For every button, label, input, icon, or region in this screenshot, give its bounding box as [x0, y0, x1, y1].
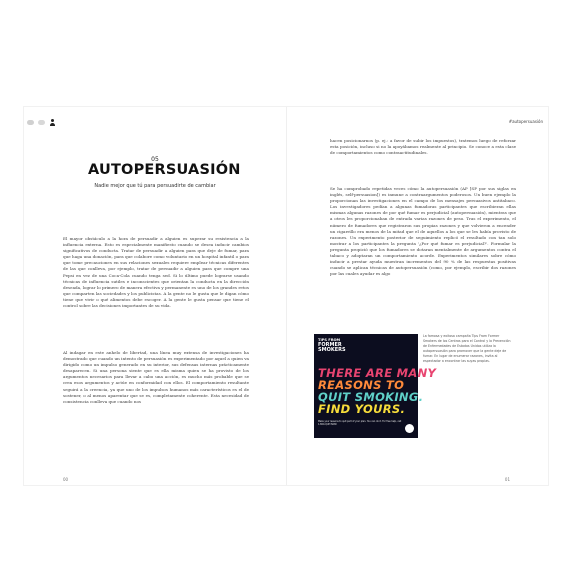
poster-fine-print: Make your reasons to quit part of your plan. You can do it. For free help, call 1-800-QUIT-NOW	[318, 420, 402, 426]
poster-caption: La famosa y exitosa campaña Tips From Former Smokers de los Centros para el Control y la Prevención de Enfermedades de Estados Unidos utiliza la autopersuasión para promover que la gente deje de fumar. En lugar de enumerar razones, invita al espectador a encontrar las suyas propias.	[423, 334, 511, 363]
left-paragraph-2: Al indagar en este anhelo de libertad, una línea muy extensa de investigaciones ha demostrado que cuando un intento de persuasión es experimentado por aquel a quien va dirigido como un impulso generado en su interior, sus defensas internas prácticamente desaparecen. Si una persona siente que es ella misma quien se ha provisto de los argumentos necesarios para llevar a cabo una acción, es mucho más probable que se crea esos argumentos y actúe en conformidad con ellos. El comportamiento resultante seguirá a la creencia, ya que uno de los impulsos humanos más característicos es el de sostener, o al menos aparentar que se es, completamente coherente. Esta necesidad de consistencia conlleva que cuando nos	[63, 350, 249, 404]
left-paragraph-1: El mayor obstáculo a la hora de persuadir a alguien es superar su resistencia a la influencia externa. Esto es especialmente manifiesto cuando se desea inducir cambios significativos de conducta. Tratar de persuadir a alguien para que deje de fumar, para que haga una donación, para que colabore como voluntario en un hospital infantil o para que tome precauciones en sus relaciones sexuales requiere emplear técnicas diferentes de las que conlleva, por ejemplo, tratar de persuadir a alguien para que compre una Pepsi en vez de una Coca-Cola cuando tenga sed. Si lo último puede lograrse usando técnicas de influencia sutiles e inconscientes que orientan la conducta en la dirección deseada, lograr lo primero de manera efectiva y permanente es uno de los grandes retos que comparten las sociedades y los publicistas. A la gente no le gusta que le digan cómo tiene que vivir o qué alimentos debe escoger. A la gente le gusta pensar que tiene el control sobre las decisiones importantes de su vida.	[63, 236, 249, 309]
campaign-poster	[314, 334, 437, 438]
chapter-subtitle: Nadie mejor que tú para persuadirte de cambiar	[94, 183, 216, 189]
right-paragraph-2: Se ha comprobado repetidas veces cómo la autopersuasión (AP [SP por sus siglas en inglés, self-persuasion]) es inmune a contraargumentos poderosos. Un buen ejemplo la proporcionan las investigaciones en el campo de los mensajes persuasivos antitabaco. Los investigadores pedían a algunas fumadoras participantes que escribieran ellas mismas algunas razones de por qué fumar es perjudicial (autopersuasión), mientras que a otros les proporcionaban de entrada varias razones de peso. Tras el experimento, el número de fumadores que registraron sus propias razones y que volvieron a encender un cigarrillo era menos de la mitad que el de aquellos a los que se les había provisto de razones. Un experimento posterior de seguimiento replicó el resultado con tan solo mostrar a los participantes la pregunta '¿Por qué fumar es perjudicial?'. Formular la pregunta propició que los fumadores se dotaran mentalmente de argumentos contra el tabaco y adoptaran un comportamiento acorde. Experimentos similares sobre cómo inducir a prestar ayuda muestran incrementos del 90 % de las respuestas positivas cuando se aplican técnicas de autopersuasión (como, por ejemplo, escribir dos razones por las cuales ayudar es algo	[330, 186, 516, 277]
book-gutter	[286, 107, 287, 485]
chapter-title: AUTOPERSUASIÓN	[88, 162, 241, 178]
chapter-number: 05	[151, 156, 159, 163]
poster-header-line-1: FORMER	[318, 342, 342, 348]
poster-slogan-line-4: FIND YOURS.	[318, 402, 406, 416]
folio-left: 00	[63, 477, 69, 482]
poster-header-line-2: SMOKERS	[318, 347, 346, 353]
circle-right-icon	[38, 120, 45, 125]
poster-slogan-line-2: REASONS TO	[318, 378, 405, 392]
person-icon	[49, 119, 56, 126]
right-paragraph-1: hacen posicionarnos (p. ej.: a favor de subir los impuestos), tratemos luego de reforzar esta posición, incluso si no la apoyábamos realmente al principio. Se conoce a esta clase de comportamientos como contraactitudinales.	[330, 138, 516, 156]
poster-header	[318, 338, 346, 353]
running-head: #autopersuasión	[508, 119, 543, 124]
circle-left-icon	[27, 120, 34, 125]
header-icons	[27, 118, 56, 126]
poster-slogan-line-1: THERE ARE MANY	[318, 366, 437, 380]
folio-right: 01	[504, 477, 510, 482]
agency-logo-icon	[405, 424, 414, 433]
poster-slogan-line-3: QUIT SMOKING.	[318, 390, 424, 404]
poster-header-small: TIPS FROM	[318, 338, 341, 342]
